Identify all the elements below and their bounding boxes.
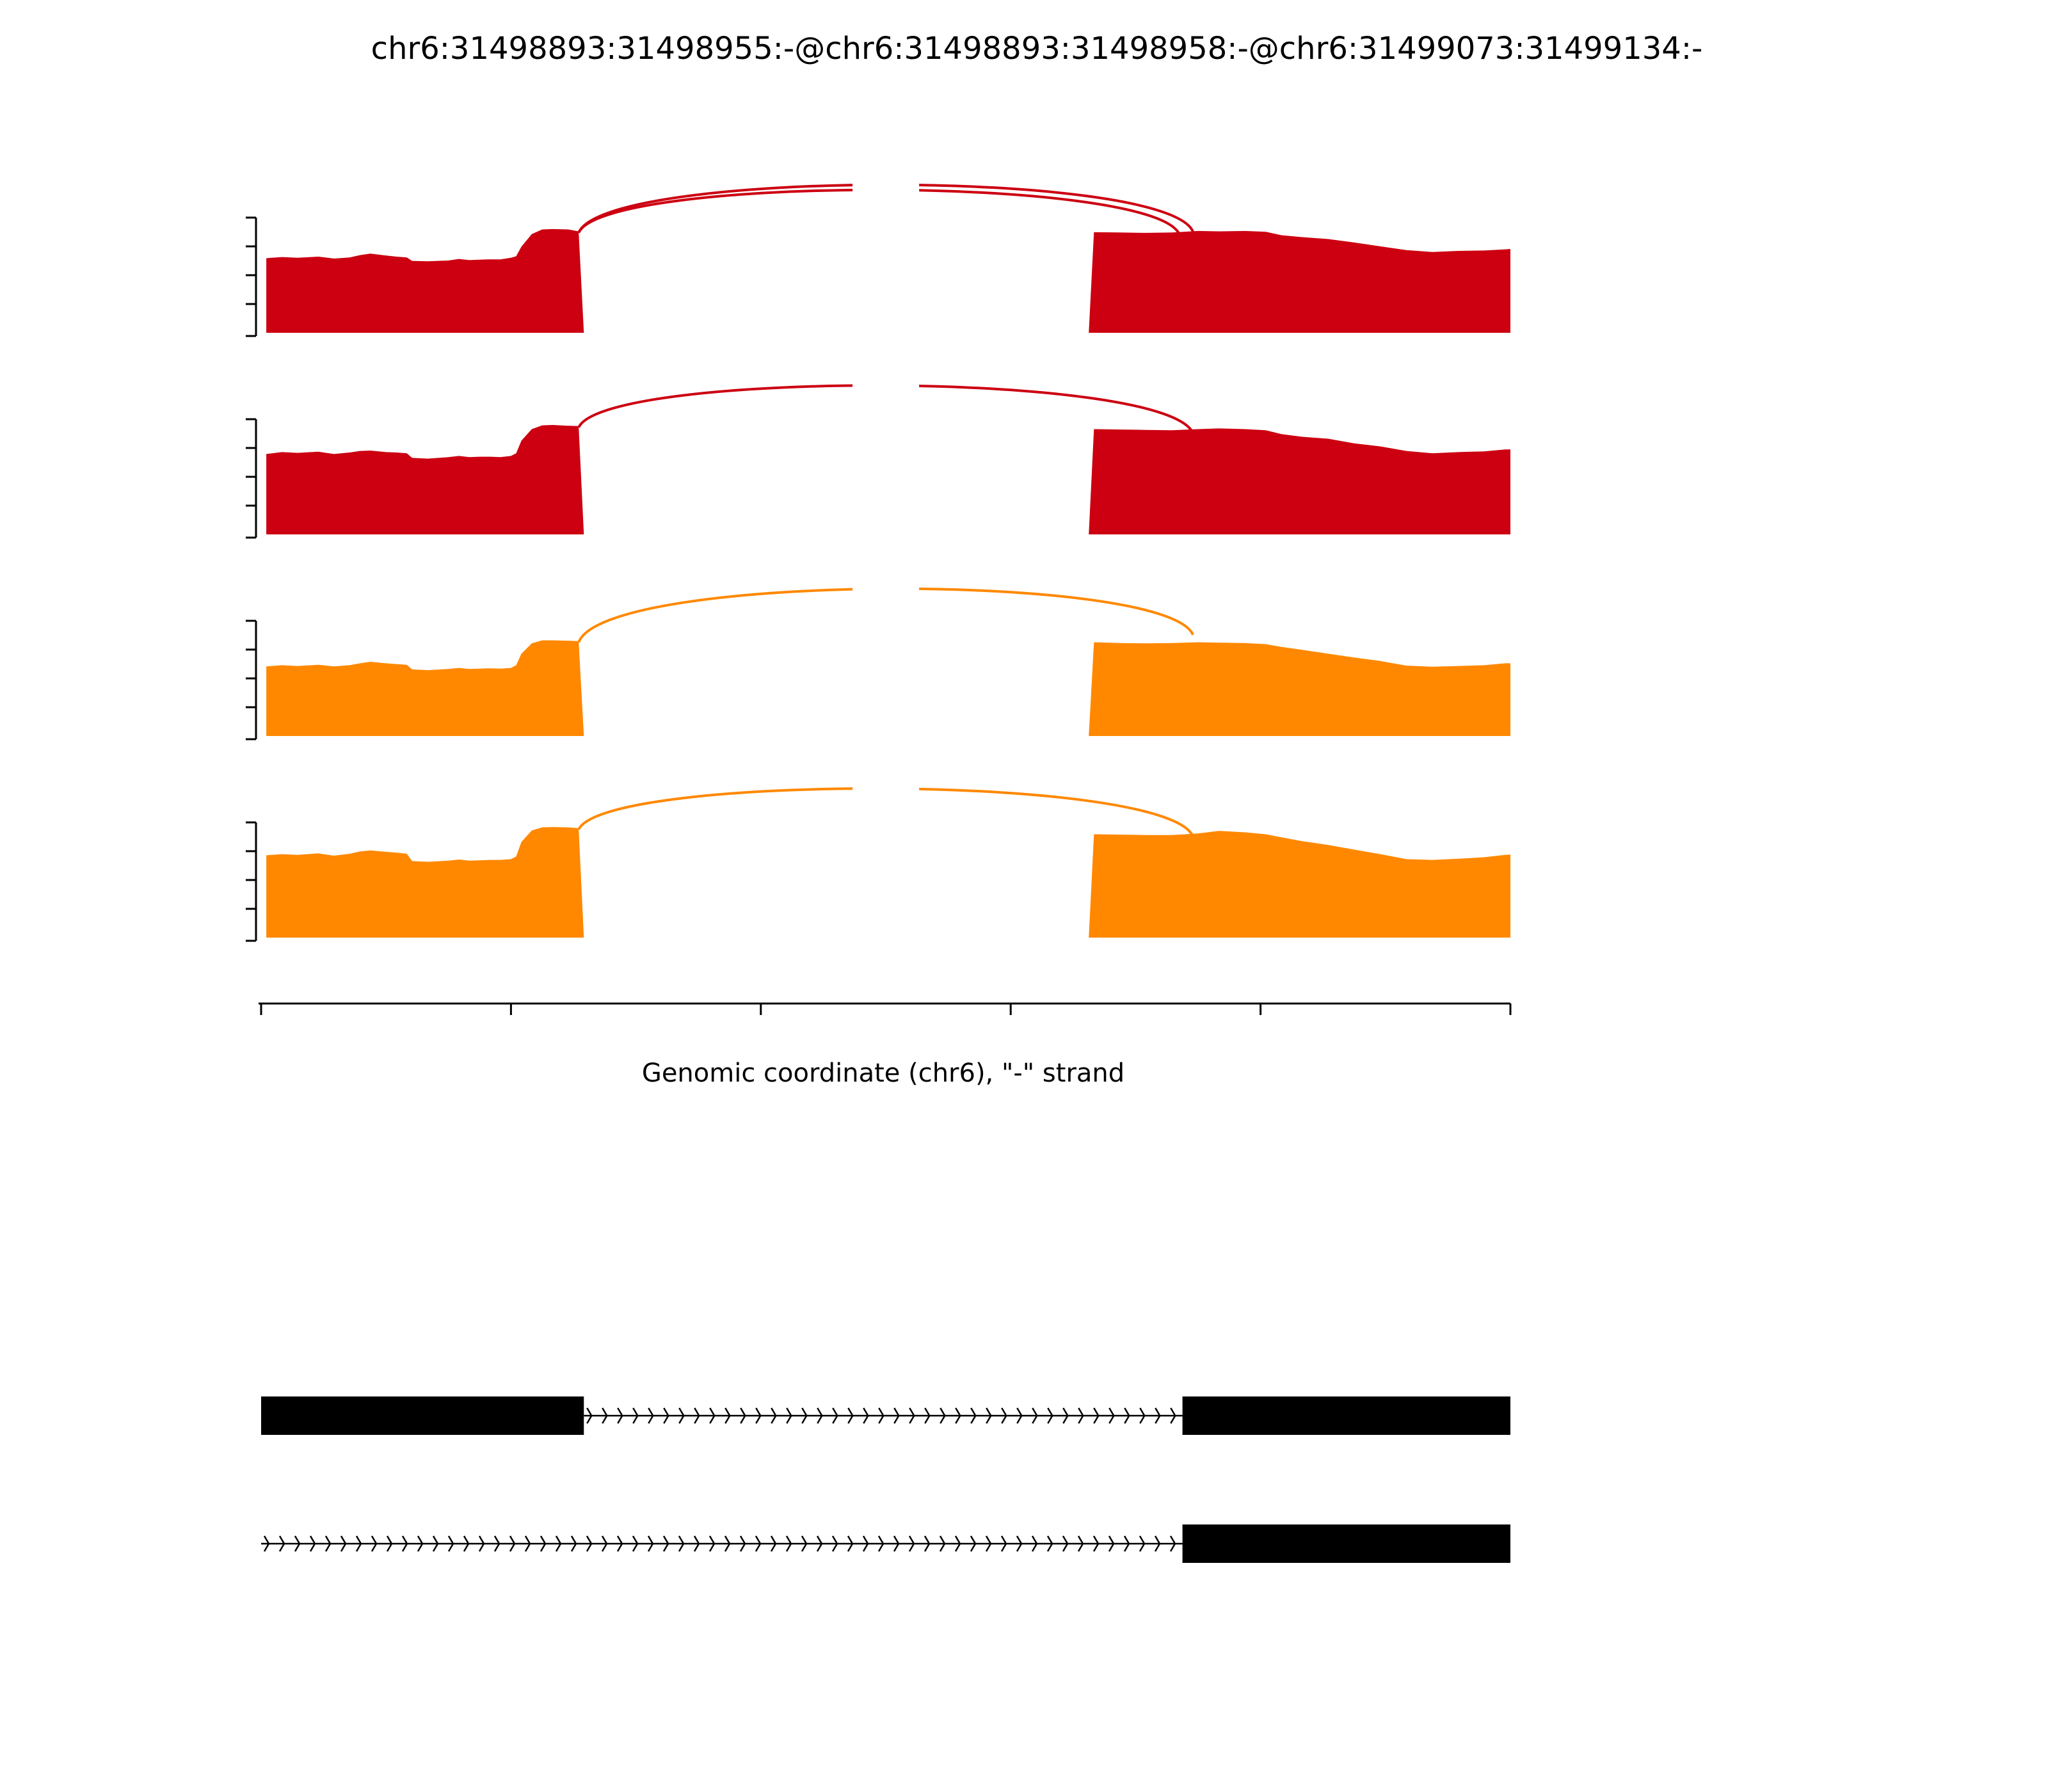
- coverage-area: [266, 827, 1510, 938]
- junction-arc: [579, 589, 1193, 643]
- exon-block: [1183, 1396, 1510, 1435]
- exon-block: [1183, 1524, 1510, 1563]
- junction-count-box: [852, 573, 919, 596]
- x-axis-label: Genomic coordinate (chr6), "-" strand: [641, 1059, 1125, 1088]
- coverage-area: [266, 229, 1510, 333]
- chart-title: chr6:31498893:31498955:-@chr6:31498893:31498958:-@chr6:31499073:31499134:-: [371, 31, 1703, 67]
- coverage-track: [246, 573, 1510, 739]
- exon-block: [261, 1396, 584, 1435]
- isoform-model: [261, 1524, 1510, 1563]
- coverage-area: [266, 425, 1510, 534]
- isoform-models: [261, 1396, 1510, 1563]
- junction-count-box: [852, 170, 919, 193]
- coverage-track: [246, 372, 1510, 538]
- junction-count-box: [852, 372, 919, 395]
- coverage-track: [246, 775, 1510, 941]
- isoform-model: [261, 1396, 1510, 1435]
- coverage-track: [246, 170, 1510, 336]
- x-axis: [259, 1004, 1510, 1015]
- junction-count-box: [852, 775, 919, 798]
- coverage-area: [266, 641, 1510, 737]
- coverage-tracks: [246, 170, 1510, 941]
